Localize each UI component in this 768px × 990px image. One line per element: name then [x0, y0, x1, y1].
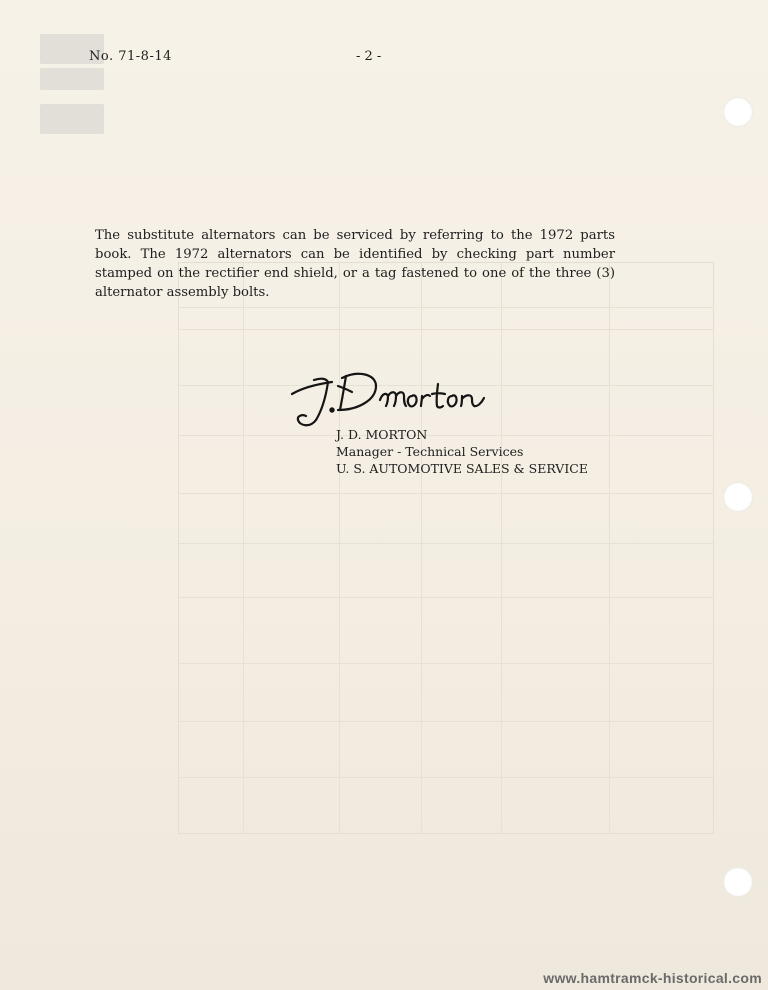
page-number: - 2 -: [356, 49, 382, 64]
bleed-through-table: [178, 262, 714, 834]
signer-organization: U. S. AUTOMOTIVE SALES & SERVICE: [336, 461, 588, 476]
punch-hole: [723, 482, 753, 512]
signer-name: J. D. MORTON: [336, 427, 428, 442]
signer-title: Manager - Technical Services: [336, 444, 524, 459]
signature-block: [336, 426, 588, 477]
punch-hole: [723, 97, 753, 127]
body-paragraph: The substitute alternators can be serviced by referring to the 1972 parts book. The 1972 alternators can be identified by checking part number stamped on the rectifier end shield, or a tag fastened to one of the three (3) alternator assembly bolts.: [95, 228, 615, 300]
bleed-through-logo: [40, 68, 104, 90]
bleed-through-logo: [40, 104, 104, 134]
punch-hole: [723, 867, 753, 897]
bulletin-number: No. 71-8-14: [89, 49, 172, 64]
site-watermark: www.hamtramck-historical.com: [543, 970, 762, 986]
